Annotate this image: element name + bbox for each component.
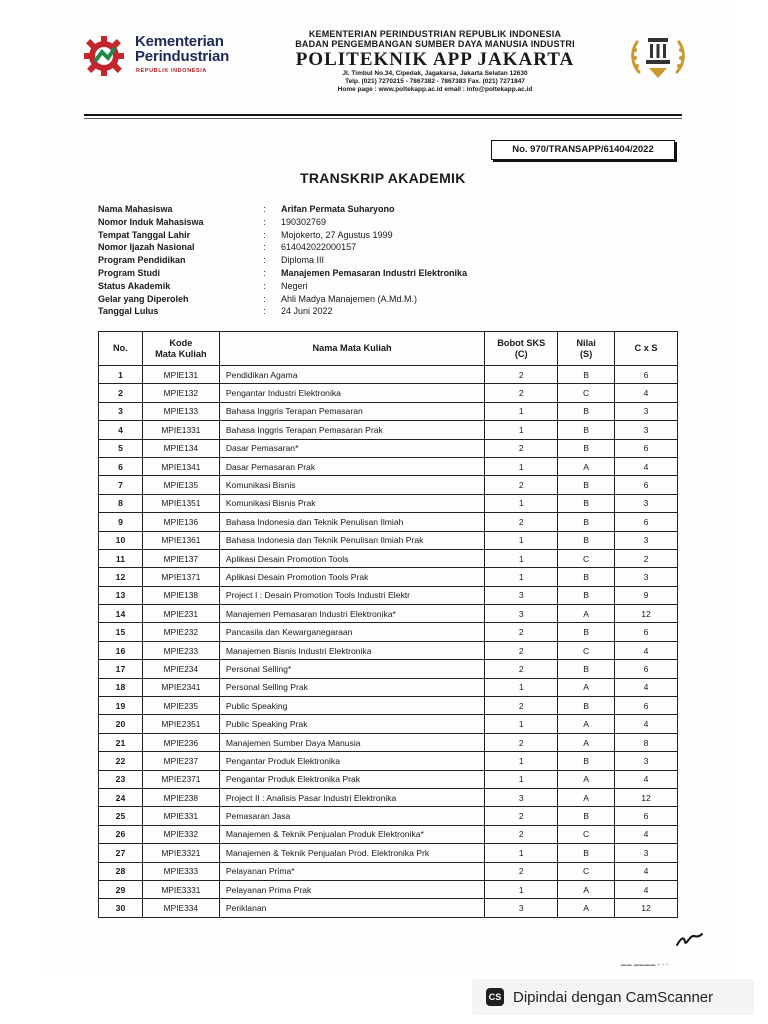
identity-colon: :	[263, 293, 266, 304]
cell-course-name: Periklanan	[219, 899, 485, 917]
cell-credits: 3	[485, 788, 558, 806]
cell-cxs: 3	[615, 531, 678, 549]
cell-no: 19	[99, 697, 143, 715]
identity-colon: :	[263, 242, 266, 253]
table-row	[99, 752, 678, 770]
ministry-name: Kementerian Perindustrian	[135, 33, 230, 65]
cell-course-name: Project I : Desain Promotion Tools Industri Elektr	[219, 586, 485, 604]
cell-cxs: 6	[615, 623, 678, 641]
identity-colon: :	[263, 267, 266, 278]
cell-no: 14	[99, 605, 143, 623]
table-row	[99, 623, 678, 641]
cell-grade: B	[558, 513, 615, 531]
cell-no: 26	[99, 825, 143, 843]
cell-code: MPIE237	[142, 752, 219, 770]
letterhead-web: Home page : www.poltekapp.ac.id email : info@poltekapp.ac.id	[337, 86, 533, 93]
cell-code: MPIE138	[142, 586, 219, 604]
cell-no: 24	[99, 788, 143, 806]
cell-cxs: 6	[615, 807, 678, 825]
cell-course-name: Aplikasi Desain Promotion Tools	[219, 549, 485, 567]
cell-course-name: Pancasila dan Kewarganegaraan	[219, 623, 485, 641]
letterhead-ministry: KEMENTERIAN PERINDUSTRIAN REPUBLIK INDONESIA	[308, 29, 562, 39]
cell-no: 3	[99, 402, 143, 420]
cell-grade: C	[558, 641, 615, 659]
cell-grade: B	[558, 623, 615, 641]
ministry-logo	[82, 30, 282, 80]
letterhead-rule-thick	[84, 114, 682, 116]
cell-no: 1	[99, 366, 143, 384]
cell-credits: 2	[485, 697, 558, 715]
letterhead-rule-thin	[84, 118, 682, 119]
cell-course-name: Bahasa Indonesia dan Teknik Penulisan Ilmiah Prak	[219, 531, 485, 549]
cell-course-name: Personal Selling*	[219, 660, 485, 678]
table-header-row	[99, 332, 678, 366]
identity-label: Program Pendidikan	[98, 255, 186, 266]
cell-cxs: 3	[615, 568, 678, 586]
cell-cxs: 6	[615, 697, 678, 715]
identity-value: 190302769	[281, 216, 327, 227]
cell-grade: C	[558, 825, 615, 843]
cell-course-name: Dasar Pemasaran*	[219, 439, 485, 457]
identity-row	[98, 241, 638, 254]
cell-course-name: Project II : Analisis Pasar Industri Elektronika	[219, 788, 485, 806]
letterhead-address: Jl. Timbul No.34, Cipedak, Jagakarsa, Jakarta Selatan 12630	[342, 70, 528, 77]
cell-credits: 2	[485, 733, 558, 751]
table-row	[99, 494, 678, 512]
cell-grade: A	[558, 715, 615, 733]
cell-course-name: Pelayanan Prima*	[219, 862, 485, 880]
cell-grade: B	[558, 752, 615, 770]
cell-credits: 1	[485, 494, 558, 512]
identity-value: Ahli Madya Manajemen (A.Md.M.)	[281, 293, 418, 304]
cell-no: 18	[99, 678, 143, 696]
identity-value: Negeri	[281, 280, 308, 291]
cell-no: 9	[99, 513, 143, 531]
identity-colon: :	[263, 255, 266, 266]
student-identity	[98, 203, 638, 318]
cell-grade: C	[558, 549, 615, 567]
identity-label: Tanggal Lulus	[98, 306, 159, 317]
cell-credits: 1	[485, 549, 558, 567]
cell-course-name: Bahasa Indonesia dan Teknik Penulisan Ilmiah	[219, 513, 485, 531]
cell-credits: 1	[485, 457, 558, 475]
table-row	[99, 733, 678, 751]
cell-code: MPIE235	[142, 697, 219, 715]
cell-no: 8	[99, 494, 143, 512]
header-course-name: Nama Mata Kuliah	[219, 332, 485, 366]
camscanner-watermark	[472, 979, 754, 1015]
cell-code: MPIE133	[142, 402, 219, 420]
table-row	[99, 457, 678, 475]
cell-code: MPIE1331	[142, 421, 219, 439]
cell-grade: A	[558, 457, 615, 475]
cell-cxs: 4	[615, 384, 678, 402]
table-row	[99, 549, 678, 567]
cell-cxs: 3	[615, 402, 678, 420]
cell-code: MPIE334	[142, 899, 219, 917]
table-row	[99, 366, 678, 384]
cell-credits: 2	[485, 641, 558, 659]
cell-grade: A	[558, 880, 615, 898]
identity-value: 24 Juni 2022	[281, 306, 333, 317]
table-row	[99, 678, 678, 696]
cell-cxs: 8	[615, 733, 678, 751]
letterhead-agency: BADAN PENGEMBANGAN SUMBER DAYA MANUSIA INDUSTRI	[295, 39, 575, 49]
cell-cxs: 6	[615, 476, 678, 494]
cell-credits: 1	[485, 715, 558, 733]
cell-no: 2	[99, 384, 143, 402]
cell-code: MPIE3331	[142, 880, 219, 898]
ministry-gear-icon	[82, 34, 126, 78]
cell-no: 25	[99, 807, 143, 825]
cell-code: MPIE131	[142, 366, 219, 384]
cell-no: 11	[99, 549, 143, 567]
identity-value: Mojokerto, 27 Agustus 1999	[281, 229, 393, 240]
table-row	[99, 641, 678, 659]
identity-colon: :	[263, 306, 266, 317]
cell-code: MPIE231	[142, 605, 219, 623]
table-row	[99, 605, 678, 623]
table-row	[99, 660, 678, 678]
cell-code: MPIE1351	[142, 494, 219, 512]
cell-no: 20	[99, 715, 143, 733]
document-number: No. 970/TRANSAPP/61404/2022	[491, 140, 675, 160]
footer-faded-text: ▬▬ ▬▬▬▬ ▪ ▪ ▪	[621, 962, 669, 968]
cell-no: 7	[99, 476, 143, 494]
cell-cxs: 4	[615, 457, 678, 475]
cell-credits: 2	[485, 660, 558, 678]
cell-no: 16	[99, 641, 143, 659]
cell-no: 30	[99, 899, 143, 917]
cell-course-name: Komunikasi Bisnis	[219, 476, 485, 494]
signature-mark	[674, 930, 704, 950]
cell-credits: 1	[485, 421, 558, 439]
cell-course-name: Personal Selling Prak	[219, 678, 485, 696]
cell-course-name: Komunikasi Bisnis Prak	[219, 494, 485, 512]
identity-row	[98, 229, 638, 242]
cell-code: MPIE234	[142, 660, 219, 678]
cell-code: MPIE233	[142, 641, 219, 659]
cell-code: MPIE134	[142, 439, 219, 457]
identity-label: Nomor Ijazah Nasional	[98, 242, 195, 253]
cell-course-name: Public Speaking	[219, 697, 485, 715]
cell-credits: 2	[485, 862, 558, 880]
cell-code: MPIE1361	[142, 531, 219, 549]
header-grade: Nilai (S)	[558, 332, 615, 366]
identity-row	[98, 293, 638, 306]
cell-course-name: Aplikasi Desain Promotion Tools Prak	[219, 568, 485, 586]
table-row	[99, 825, 678, 843]
cell-credits: 2	[485, 439, 558, 457]
cell-credits: 1	[485, 844, 558, 862]
identity-value: Arifan Permata Suharyono	[281, 204, 395, 214]
header-no: No.	[99, 332, 143, 366]
letterhead	[270, 29, 600, 94]
header-cxs: C x S	[615, 332, 678, 366]
cell-grade: A	[558, 899, 615, 917]
table-row	[99, 421, 678, 439]
cell-course-name: Public Speaking Prak	[219, 715, 485, 733]
cell-course-name: Pendidikan Agama	[219, 366, 485, 384]
cell-cxs: 3	[615, 844, 678, 862]
table-row	[99, 568, 678, 586]
cell-grade: B	[558, 402, 615, 420]
cell-cxs: 12	[615, 788, 678, 806]
cell-code: MPIE238	[142, 788, 219, 806]
cell-cxs: 4	[615, 641, 678, 659]
cell-code: MPIE332	[142, 825, 219, 843]
identity-label: Tempat Tanggal Lahir	[98, 229, 191, 240]
cell-code: MPIE137	[142, 549, 219, 567]
table-row	[99, 476, 678, 494]
table-row	[99, 384, 678, 402]
identity-label: Nama Mahasiswa	[98, 204, 173, 214]
cell-code: MPIE236	[142, 733, 219, 751]
cell-course-name: Pengantar Industri Elektronika	[219, 384, 485, 402]
cell-code: MPIE136	[142, 513, 219, 531]
ministry-subtitle: REPUBLIK INDONESIA	[136, 68, 207, 74]
table-row	[99, 788, 678, 806]
cell-grade: B	[558, 494, 615, 512]
cell-no: 28	[99, 862, 143, 880]
camscanner-text: Dipindai dengan CamScanner	[513, 988, 714, 1006]
identity-colon: :	[263, 229, 266, 240]
cell-credits: 2	[485, 513, 558, 531]
cell-credits: 3	[485, 605, 558, 623]
table-row	[99, 715, 678, 733]
cell-credits: 1	[485, 880, 558, 898]
cell-no: 27	[99, 844, 143, 862]
cell-credits: 1	[485, 568, 558, 586]
cell-no: 10	[99, 531, 143, 549]
cell-cxs: 4	[615, 862, 678, 880]
identity-label: Gelar yang Diperoleh	[98, 293, 189, 304]
table-row	[99, 586, 678, 604]
cell-cxs: 6	[615, 513, 678, 531]
cell-course-name: Dasar Pemasaran Prak	[219, 457, 485, 475]
table-row	[99, 697, 678, 715]
identity-row	[98, 203, 638, 216]
cell-cxs: 3	[615, 752, 678, 770]
cell-cxs: 12	[615, 899, 678, 917]
cell-code: MPIE2371	[142, 770, 219, 788]
cell-grade: A	[558, 678, 615, 696]
cell-course-name: Manajemen & Teknik Penjualan Prod. Elektronika Prk	[219, 844, 485, 862]
table-row	[99, 844, 678, 862]
grades-table	[98, 331, 678, 918]
cell-code: MPIE2341	[142, 678, 219, 696]
identity-colon: :	[263, 280, 266, 291]
cell-grade: B	[558, 844, 615, 862]
identity-row	[98, 254, 638, 267]
cell-cxs: 6	[615, 660, 678, 678]
cell-code: MPIE135	[142, 476, 219, 494]
cell-credits: 2	[485, 623, 558, 641]
table-row	[99, 402, 678, 420]
cell-course-name: Bahasa Inggris Terapan Pemasaran Prak	[219, 421, 485, 439]
cell-grade: B	[558, 697, 615, 715]
cell-credits: 3	[485, 586, 558, 604]
cell-cxs: 4	[615, 880, 678, 898]
cell-no: 21	[99, 733, 143, 751]
cell-grade: B	[558, 476, 615, 494]
cell-cxs: 12	[615, 605, 678, 623]
identity-label: Program Studi	[98, 267, 161, 278]
letterhead-institution: POLITEKNIK APP JAKARTA	[295, 49, 575, 70]
cell-credits: 1	[485, 402, 558, 420]
cell-grade: A	[558, 733, 615, 751]
cell-course-name: Pengantar Produk Elektronika Prak	[219, 770, 485, 788]
cell-cxs: 4	[615, 770, 678, 788]
cell-credits: 1	[485, 678, 558, 696]
table-row	[99, 807, 678, 825]
cell-grade: B	[558, 568, 615, 586]
cell-credits: 2	[485, 825, 558, 843]
identity-row	[98, 280, 638, 293]
cell-code: MPIE1371	[142, 568, 219, 586]
table-row	[99, 531, 678, 549]
cell-course-name: Manajemen Bisnis Industri Elektronika	[219, 641, 485, 659]
identity-colon: :	[263, 216, 266, 227]
cell-no: 15	[99, 623, 143, 641]
cell-code: MPIE2351	[142, 715, 219, 733]
cell-cxs: 4	[615, 715, 678, 733]
cell-credits: 2	[485, 366, 558, 384]
table-row	[99, 880, 678, 898]
cell-course-name: Pemasaran Jasa	[219, 807, 485, 825]
cell-cxs: 4	[615, 678, 678, 696]
identity-row	[98, 305, 638, 318]
cell-cxs: 3	[615, 494, 678, 512]
cell-no: 12	[99, 568, 143, 586]
table-row	[99, 899, 678, 917]
cell-grade: B	[558, 421, 615, 439]
cell-credits: 1	[485, 531, 558, 549]
cell-grade: C	[558, 862, 615, 880]
identity-label: Status Akademik	[98, 280, 171, 291]
cell-grade: A	[558, 605, 615, 623]
cell-grade: C	[558, 384, 615, 402]
cell-course-name: Bahasa Inggris Terapan Pemasaran	[219, 402, 485, 420]
table-row	[99, 439, 678, 457]
cell-credits: 2	[485, 384, 558, 402]
table-row	[99, 513, 678, 531]
cell-no: 13	[99, 586, 143, 604]
institution-seal-icon	[627, 24, 689, 86]
cell-cxs: 6	[615, 439, 678, 457]
cell-code: MPIE232	[142, 623, 219, 641]
cell-grade: A	[558, 770, 615, 788]
cell-credits: 3	[485, 899, 558, 917]
cell-grade: B	[558, 531, 615, 549]
cell-course-name: Pengantar Produk Elektronika	[219, 752, 485, 770]
cell-code: MPIE3321	[142, 844, 219, 862]
table-row	[99, 770, 678, 788]
cell-code: MPIE132	[142, 384, 219, 402]
cell-no: 4	[99, 421, 143, 439]
cell-course-name: Manajemen Sumber Daya Manusia	[219, 733, 485, 751]
cell-course-name: Manajemen Pemasaran Industri Elektronika*	[219, 605, 485, 623]
cell-grade: A	[558, 788, 615, 806]
cell-credits: 2	[485, 476, 558, 494]
identity-value: Manajemen Pemasaran Industri Elektronika	[281, 267, 468, 278]
cell-grade: B	[558, 586, 615, 604]
identity-row	[98, 216, 638, 229]
cell-grade: B	[558, 439, 615, 457]
cell-grade: B	[558, 660, 615, 678]
identity-value: 614042022000157	[281, 242, 357, 253]
cell-no: 17	[99, 660, 143, 678]
cell-cxs: 6	[615, 366, 678, 384]
cell-no: 22	[99, 752, 143, 770]
grades-body	[99, 366, 678, 918]
cell-no: 6	[99, 457, 143, 475]
identity-value: Diploma III	[281, 255, 325, 266]
table-row	[99, 862, 678, 880]
document-title: TRANSKRIP AKADEMIK	[300, 170, 466, 186]
letterhead-phone: Telp. (021) 7270215 - 7867382 - 7867383 Fax. (021) 7271847	[345, 78, 525, 85]
cell-grade: B	[558, 807, 615, 825]
cell-code: MPIE1341	[142, 457, 219, 475]
cell-credits: 1	[485, 752, 558, 770]
cell-grade: B	[558, 366, 615, 384]
cell-course-name: Manajemen & Teknik Penjualan Produk Elektronika*	[219, 825, 485, 843]
cell-code: MPIE333	[142, 862, 219, 880]
cell-no: 5	[99, 439, 143, 457]
header-credits: Bobot SKS (C)	[485, 332, 558, 366]
cell-code: MPIE331	[142, 807, 219, 825]
cell-course-name: Pelayanan Prima Prak	[219, 880, 485, 898]
cell-credits: 1	[485, 770, 558, 788]
cell-cxs: 2	[615, 549, 678, 567]
cell-cxs: 9	[615, 586, 678, 604]
identity-label: Nomor Induk Mahasiswa	[98, 216, 204, 227]
identity-row	[98, 267, 638, 280]
header-code: Kode Mata Kuliah	[142, 332, 219, 366]
cell-cxs: 3	[615, 421, 678, 439]
cell-credits: 2	[485, 807, 558, 825]
cell-cxs: 4	[615, 825, 678, 843]
cell-no: 29	[99, 880, 143, 898]
identity-colon: :	[263, 204, 266, 214]
cell-no: 23	[99, 770, 143, 788]
camscanner-logo-icon: CS	[486, 988, 504, 1006]
